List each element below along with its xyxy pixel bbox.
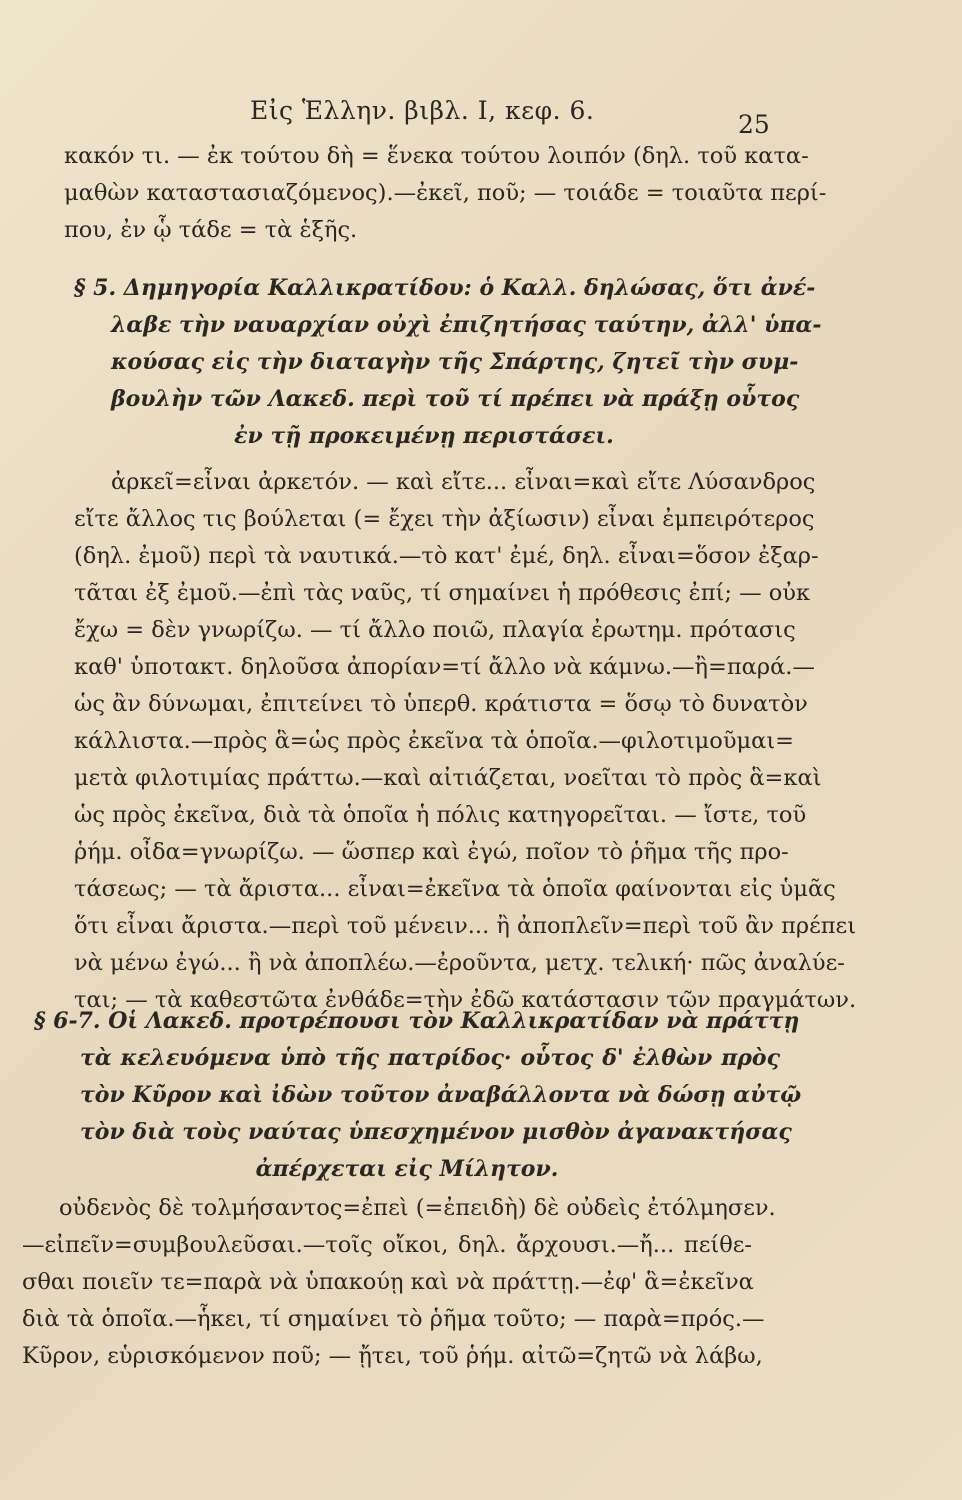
text-line: σθαι ποιεῖν τε=παρὰ νὰ ὑπακούῃ καὶ νὰ πράττῃ.—ἐφ' ἃ=ἐκεῖνα — [22, 1269, 754, 1295]
heading-line: τὸν Κῦρον καὶ ἰδὼν τοῦτον ἀναβάλλοντα νὰ δώσῃ αὐτῷ — [80, 1082, 802, 1108]
heading-line: § 5. Δημηγορία Καλλικρατίδου: ὁ Καλλ. δηλώσας, ὅτι ἀνέ- — [74, 275, 816, 301]
text-line: ὅτι εἶναι ἄριστα.—περὶ τοῦ μένειν... ἢ ἀποπλεῖν=περὶ τοῦ ἂν πρέπει — [74, 913, 857, 939]
running-header: Εἰς Ἑλλην. βιβλ. Ι, κεφ. 6. — [250, 96, 595, 125]
paragraph-section-5 — [74, 464, 857, 1019]
text-line: νὰ μένω ἐγώ... ἢ νὰ ἀποπλέω.—ἐροῦντα, μετχ. τελική· πῶς ἀναλύε- — [74, 950, 845, 976]
paragraph-section-6-7 — [22, 1190, 776, 1375]
text-line: μαθὼν καταστασιαζόμενος).—ἐκεῖ, ποῦ; — τοιάδε = τοιαῦτα περί- — [64, 180, 827, 206]
page-number: 25 — [738, 110, 770, 139]
text-line: ἔχω = δὲν γνωρίζω. — τί ἄλλο ποιῶ, πλαγία ἐρωτημ. πρότασις — [74, 617, 796, 643]
text-line: κακόν τι. — ἐκ τούτου δὴ = ἕνεκα τούτου λοιπόν (δηλ. τοῦ κατα- — [64, 143, 809, 169]
text-line: ῥήμ. οἶδα=γνωρίζω. — ὥσπερ καὶ ἐγώ, ποῖον τὸ ῥῆμα τῆς προ- — [74, 839, 789, 865]
text-line: ὡς ἂν δύνωμαι, ἐπιτείνει τὸ ὑπερθ. κράτιστα = ὅσῳ τὸ δυνατὸν — [74, 691, 808, 717]
heading-line: § 6-7. Οἱ Λακεδ. προτρέπουσι τὸν Καλλικρατίδαν νὰ πράττῃ — [34, 1008, 800, 1034]
text-line: τᾶται ἐξ ἐμοῦ.—ἐπὶ τὰς ναῦς, τί σημαίνει ἡ πρόθεσις ἐπί; — οὐκ — [74, 580, 811, 606]
heading-line: λαβε τὴν ναυαρχίαν οὐχὶ ἐπιζητήσας ταύτην, ἀλλ' ὑπα- — [111, 312, 822, 338]
section-5-heading — [74, 270, 822, 455]
heading-line: τὸν διὰ τοὺς ναύτας ὑπεσχημένον μισθὸν ἀγανακτήσας — [80, 1119, 792, 1145]
text-line: (δηλ. ἐμοῦ) περὶ τὰ ναυτικά.—τὸ κατ' ἐμέ, δηλ. εἶναι=ὅσον ἐξαρ- — [74, 543, 819, 569]
text-line: καθ' ὑποτακτ. δηλοῦσα ἀπορίαν=τί ἄλλο νὰ κάμνω.—ἢ=παρά.— — [74, 654, 815, 680]
heading-line: τὰ κελευόμενα ὑπὸ τῆς πατρίδος· οὗτος δ' ἐλθὼν πρὸς — [80, 1045, 780, 1071]
paragraph-continuation — [64, 138, 827, 249]
text-line: εἴτε ἄλλος τις βούλεται (= ἔχει τὴν ἀξίωσιν) εἶναι ἐμπειρότερος — [74, 506, 815, 532]
heading-line: ἐν τῇ προκειμένῃ περιστάσει. — [234, 423, 614, 449]
text-line: κάλλιστα.—πρὸς ἃ=ὡς πρὸς ἐκεῖνα τὰ ὁποῖα.—φιλοτιμοῦμαι= — [74, 728, 794, 754]
text-line: διὰ τὰ ὁποῖα.—ἧκει, τί σημαίνει τὸ ῥῆμα τοῦτο; — παρὰ=πρός.— — [22, 1306, 765, 1332]
section-6-7-heading — [34, 1003, 802, 1188]
text-line: οὐδενὸς δὲ τολμήσαντος=ἐπεὶ (=ἐπειδὴ) δὲ οὐδεὶς ἐτόλμησεν. — [59, 1195, 776, 1221]
text-line: Κῦρον, εὑρισκόμενον ποῦ; — ᾔτει, τοῦ ῥήμ. αἰτῶ=ζητῶ νὰ λάβω, — [22, 1343, 763, 1369]
text-line: —εἰπεῖν=συμβουλεῦσαι.—τοῖς οἴκοι, δηλ. ἄρχουσι.—ἤ... πείθε- — [22, 1232, 752, 1258]
heading-line: κούσας εἰς τὴν διαταγὴν τῆς Σπάρτης, ζητεῖ τὴν συμ- — [111, 349, 799, 375]
text-line: μετὰ φιλοτιμίας πράττω.—καὶ αἰτιάζεται, νοεῖται τὸ πρὸς ἃ=καὶ — [74, 765, 822, 791]
heading-line: βουλὴν τῶν Λακεδ. περὶ τοῦ τί πρέπει νὰ πράξῃ οὗτος — [111, 386, 800, 412]
text-line: ἀρκεῖ=εἶναι ἀρκετόν. — καὶ εἴτε... εἶναι=καὶ εἴτε Λύσανδρος — [111, 469, 816, 495]
heading-line: ἀπέρχεται εἰς Μίλητον. — [255, 1156, 559, 1182]
text-line: ται; — τὰ καθεστῶτα ἐνθάδε=τὴν ἐδῶ κατάστασιν τῶν πραγμάτων. — [74, 987, 857, 1013]
text-line: που, ἐν ᾧ τάδε = τὰ ἑξῆς. — [64, 217, 358, 243]
text-line: ὡς πρὸς ἐκεῖνα, διὰ τὰ ὁποῖα ἡ πόλις κατηγορεῖται. — ἴστε, τοῦ — [74, 802, 807, 828]
text-line: τάσεως; — τὰ ἄριστα... εἶναι=ἐκεῖνα τὰ ὁποῖα φαίνονται εἰς ὑμᾶς — [74, 876, 836, 902]
